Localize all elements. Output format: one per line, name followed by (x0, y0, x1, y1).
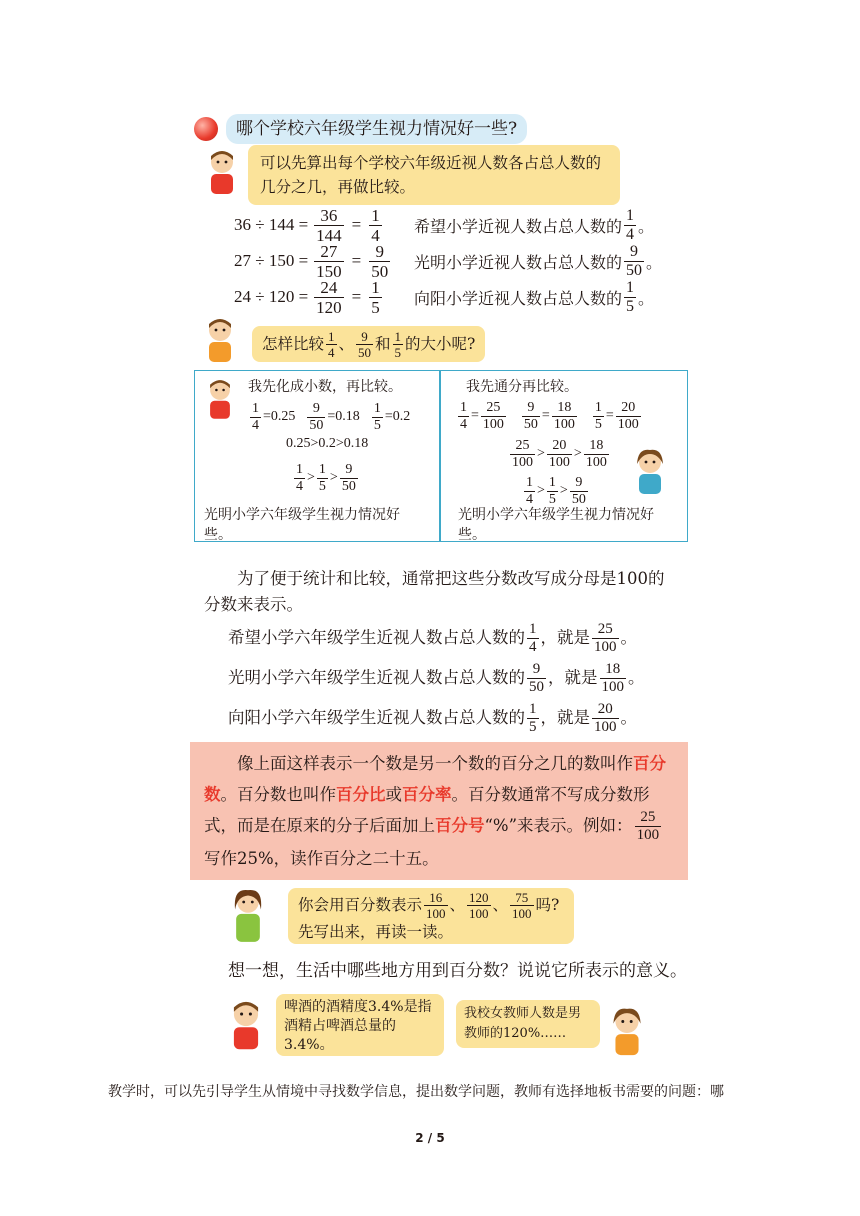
frac-den: 50 (529, 678, 544, 695)
teacher-text: 你会用百分数表示 (298, 896, 423, 914)
frac-den: 50 (626, 261, 643, 279)
calc-expr: 36 ÷ 144 = (234, 215, 309, 234)
left-intro: 我先化成小数，再比较。 (248, 379, 402, 395)
calc-text-1: 希望小学近视人数占总人数的 $\frac{1}{4}$ 。 (414, 206, 655, 243)
left-fraction-order: $\frac{1}{4}$ > $\frac{1}{5}$ > $\frac{9}{50}$ (296, 461, 356, 494)
conversion-row-1 (228, 620, 637, 656)
boy-avatar (202, 148, 242, 196)
frac-num: 9 (630, 242, 639, 260)
calc-row-2: 27 ÷ 150 = $\frac{27}{150}$ = $\frac{9}{50}$ (234, 241, 389, 281)
calc-row-1: 36 ÷ 144 = $\frac{36}{144}$ = $\frac{1}{4}$ (234, 205, 380, 245)
teacher-bubble: 你会用百分数表示 $\frac{16}{100}$ 、 $\frac{120}{100}$ 、 $\frac{75}{100}$ 吗? 先写出来，再读一读。 (288, 888, 574, 944)
beer-bubble: 啤酒的酒精度3.4%是指酒精占啤酒总量的3.4%。 (276, 994, 444, 1056)
girl-avatar (630, 446, 670, 498)
decimal: =0.25 (263, 409, 296, 424)
frac-num: 27 (320, 241, 338, 261)
divider (439, 370, 441, 542)
think-prompt: 想一想，生活中哪些地方用到百分数？说说它所表示的意义。 (228, 961, 687, 981)
right-common-denominators: $\frac{1}{4}$ = $\frac{25}{100}$ $\frac{9}{50}$ = $\frac{18}{100}$ $\frac{1}{5}$ = $\frac{20}{100}$ (460, 399, 639, 432)
frac-den: 120 (316, 297, 342, 317)
conv-end: 。 (620, 708, 637, 727)
frac-num: 1 (371, 205, 380, 225)
frac-den: 5 (626, 297, 635, 315)
definition-box (190, 742, 688, 880)
frac-num: 1 (371, 277, 380, 297)
frac-num: 25 (640, 809, 656, 825)
question-bubble: 哪个学校六年级学生视力情况好一些? (226, 114, 527, 144)
teacher-sep: 、 (492, 896, 509, 914)
frac-num: 1 (626, 206, 635, 224)
conv-mid: ，就是 (540, 708, 590, 727)
conv-mid: ，就是 (548, 668, 598, 687)
frac-num: 1 (529, 700, 537, 717)
how-compare-pre: 怎样比较 (262, 335, 325, 353)
def-text: 写作25%，读作百分之二十五。 (204, 849, 439, 868)
frac-num: 25 (597, 620, 613, 637)
def-text: 或 (385, 785, 402, 804)
def-text: 。百分数通常不写成分数形式，而是在原来的分子后面加上 (204, 785, 650, 835)
frac-num: 20 (597, 700, 613, 717)
calc-expr: 27 ÷ 150 = (234, 251, 309, 270)
def-term: 百分数 (204, 754, 666, 804)
teacher-text: 吗? (535, 896, 560, 914)
def-text: “%”来表示。例如： (484, 816, 633, 835)
decimal: =0.18 (327, 409, 360, 424)
teacher-line2: 先写出来，再读一读。 (298, 923, 454, 941)
frac-num: 36 (320, 205, 338, 225)
how-compare-sep: 和 (375, 335, 391, 353)
frac-den: 4 (529, 638, 537, 655)
how-compare-post: 的大小呢? (405, 335, 476, 353)
calc-text: 希望小学近视人数占总人数的 (414, 216, 623, 236)
conversion-row-2 (228, 660, 645, 696)
teacher-ratio-bubble: 我校女教师人数是男教师的120%…… (456, 1000, 600, 1048)
page-number: 2 / 5 (415, 1131, 445, 1145)
right-order-100: $\frac{25}{100}$ > $\frac{20}{100}$ > $\frac{18}{100}$ (512, 437, 607, 470)
conv-text: 希望小学六年级学生近视人数占总人数的 (228, 628, 525, 647)
calc-text: 向阳小学近视人数占总人数的 (414, 288, 623, 308)
frac-num: 9 (532, 660, 541, 677)
def-text: 。百分数也叫作 (220, 785, 336, 804)
conv-text: 光明小学六年级学生近视人数占总人数的 (228, 668, 525, 687)
boy-avatar (224, 998, 268, 1052)
intro-paragraph: 为了便于统计和比较，通常把这些分数改写成分母是100的分数来表示。 (204, 569, 665, 614)
conv-end: 。 (628, 668, 645, 687)
frac-num: 18 (605, 660, 621, 677)
frac-den: 150 (316, 261, 342, 281)
boy-avatar (202, 374, 238, 424)
right-fraction-order: $\frac{1}{4}$ > $\frac{1}{5}$ > $\frac{9}{50}$ (526, 474, 586, 507)
girl-avatar (606, 1006, 648, 1058)
calc-text-2: 光明小学近视人数占总人数的 $\frac{9}{50}$ 。 (414, 242, 663, 279)
how-compare-sep: 、 (338, 335, 355, 353)
frac-num: 1 (626, 278, 635, 296)
frac-den: 100 (601, 678, 624, 695)
frac-den: 100 (636, 827, 660, 843)
def-text: 像上面这样表示一个数是另一个数的百分之几的数叫作 (237, 754, 633, 773)
right-intro: 我先通分再比较。 (466, 379, 578, 395)
frac-den: 100 (594, 718, 617, 735)
frac-num: 24 (320, 277, 338, 297)
frac-den: 50 (371, 261, 389, 281)
decimal: =0.2 (384, 409, 411, 424)
def-term: 百分率 (402, 785, 452, 804)
conv-end: 。 (620, 628, 637, 647)
frac-den: 100 (594, 638, 617, 655)
conv-text: 向阳小学六年级学生近视人数占总人数的 (228, 708, 525, 727)
how-compare-bubble: 怎样比较 $\frac{1}{4}$ 、 $\frac{9}{50}$ 和 $\frac{1}{5}$ 的大小呢? (252, 326, 485, 362)
left-decimals: $\frac{1}{4}$ =0.25 $\frac{9}{50}$ =0.18 $\frac{1}{5}$ =0.2 (252, 400, 411, 433)
frac-den: 5 (371, 297, 380, 317)
calc-expr: 24 ÷ 120 = (234, 287, 309, 306)
frac-den: 144 (316, 225, 342, 245)
conversion-row-3 (228, 700, 637, 736)
frac-num: 1 (529, 620, 537, 637)
calc-text-3: 向阳小学近视人数占总人数的 $\frac{1}{5}$ 。 (414, 278, 655, 315)
frac-num: 9 (375, 241, 385, 261)
hint-bubble: 可以先算出每个学校六年级近视人数各占总人数的几分之几，再做比较。 (248, 145, 620, 205)
boy-avatar (200, 316, 240, 364)
conv-mid: ，就是 (540, 628, 590, 647)
def-term: 百分比 (336, 785, 386, 804)
footer-text: 教学时，可以先引导学生从情境中寻找数学信息，提出数学问题，教师有选择地板书需要的问题：哪 (108, 1084, 724, 1100)
frac-den: 4 (626, 225, 635, 243)
left-order: 0.25>0.2>0.18 (286, 436, 369, 451)
red-ball-icon (194, 117, 218, 141)
right-conclusion: 光明小学六年级学生视力情况好些。 (458, 507, 654, 543)
frac-den: 5 (529, 718, 537, 735)
def-term: 百分号 (435, 816, 485, 835)
teacher-sep: 、 (449, 896, 466, 914)
calc-text: 光明小学近视人数占总人数的 (414, 252, 623, 272)
left-conclusion: 光明小学六年级学生视力情况好些。 (204, 507, 400, 543)
calc-row-3: 24 ÷ 120 = $\frac{24}{120}$ = $\frac{1}{5}$ (234, 277, 380, 317)
frac-den: 4 (371, 225, 380, 245)
teacher-avatar (226, 888, 270, 944)
